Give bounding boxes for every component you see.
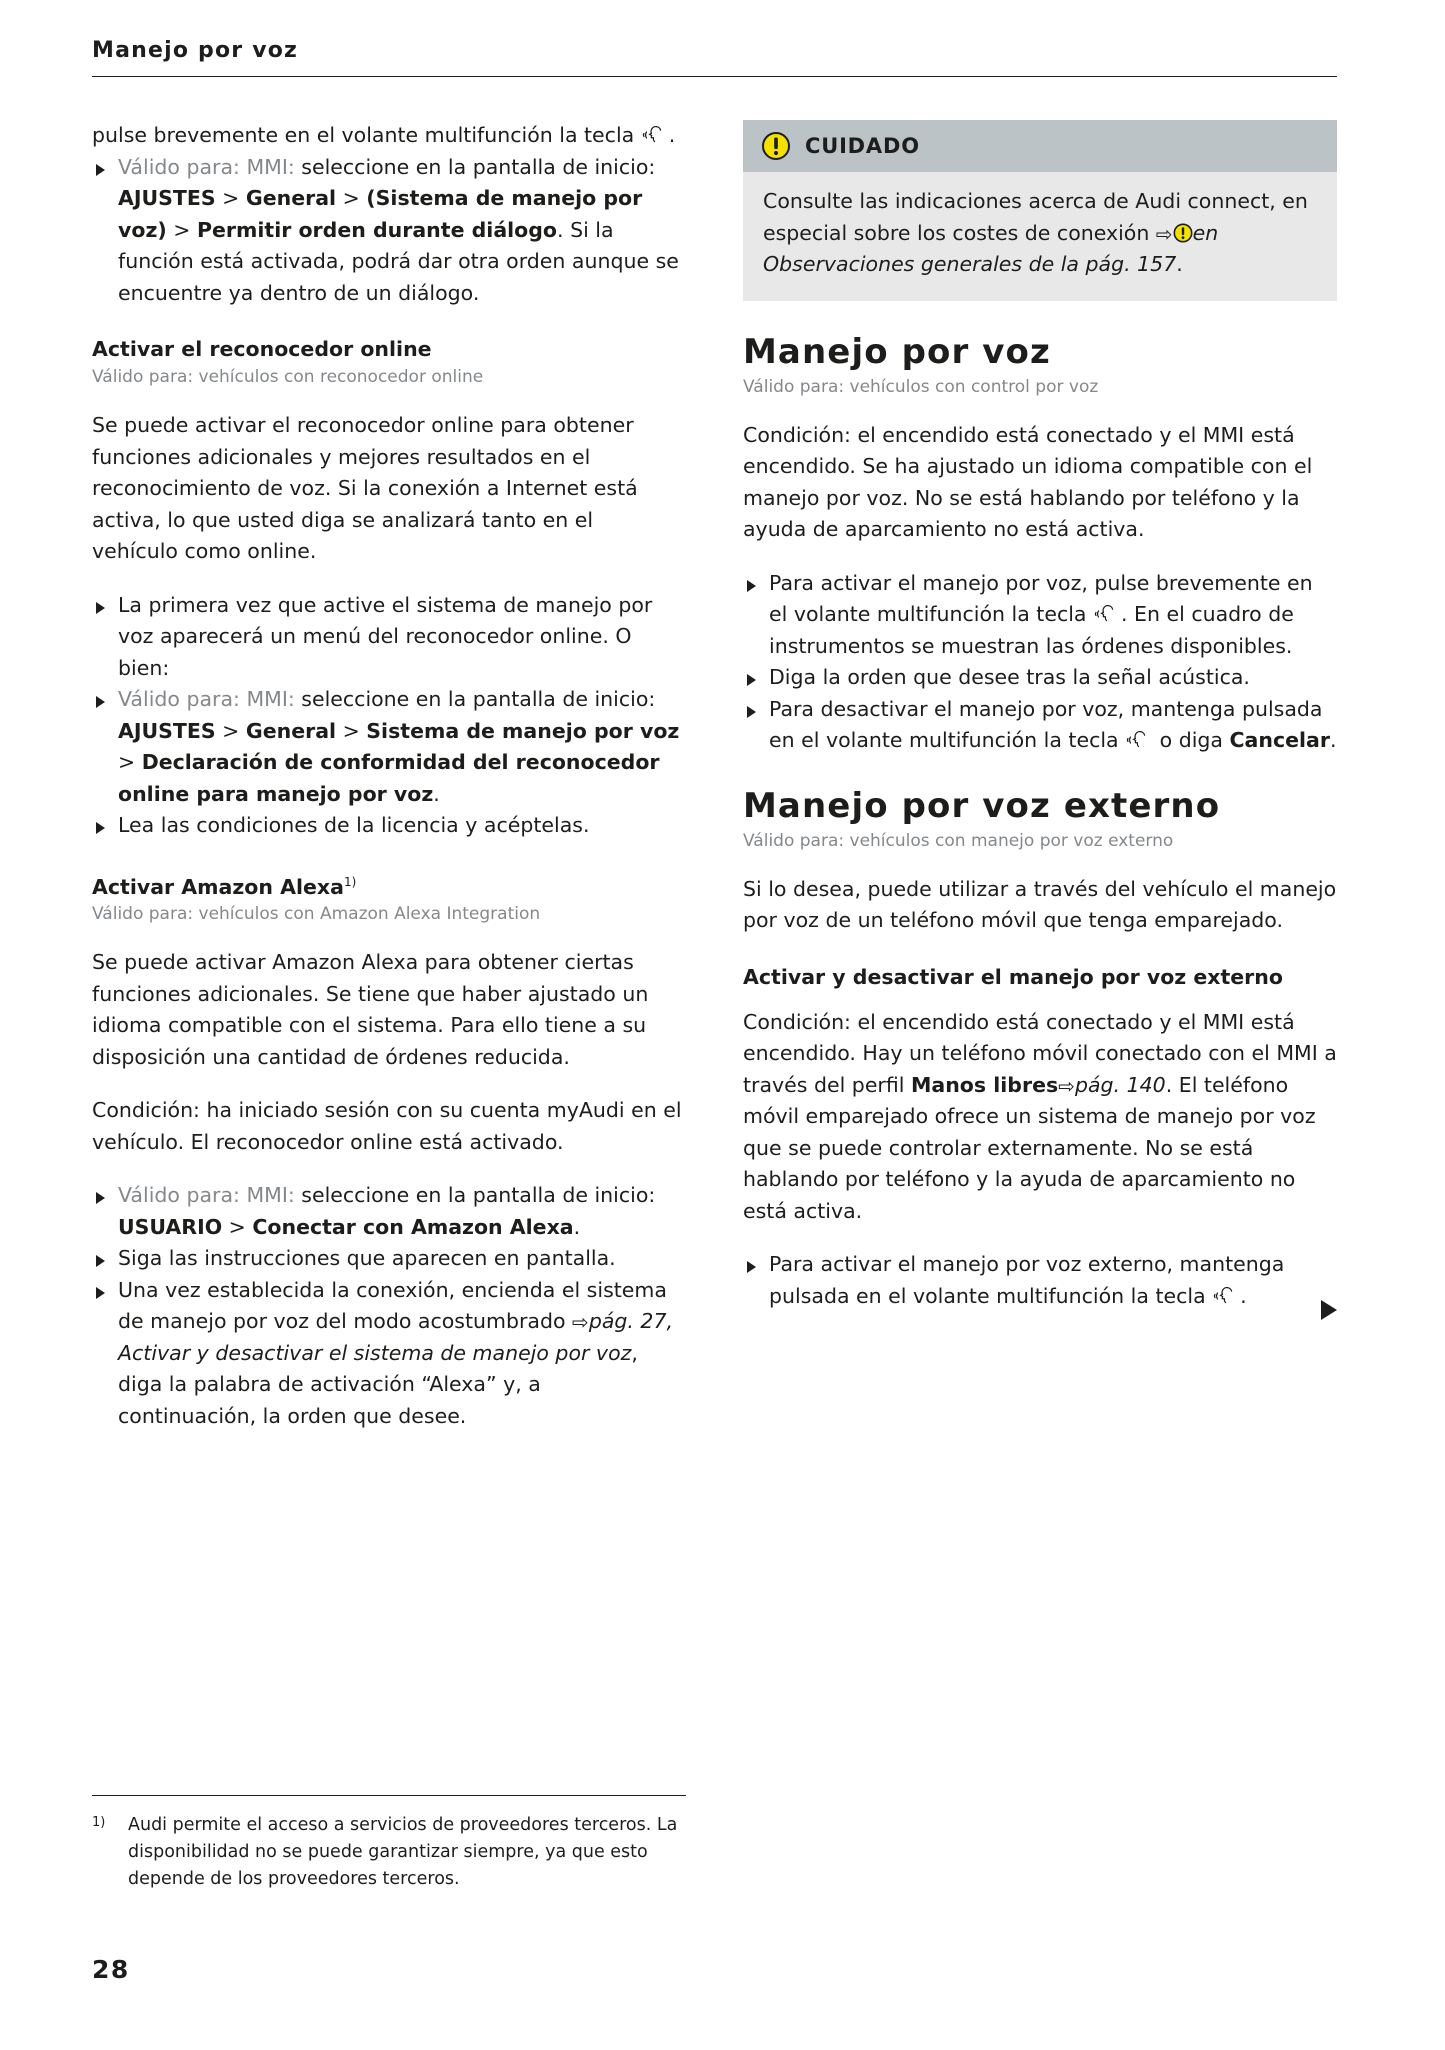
continuation-triangle-icon (1321, 1300, 1337, 1320)
list-item (92, 1275, 685, 1433)
list-item: La primera vez que active el sistema de manejo por voz aparecerá un menú del reconocedor online. O bien: (92, 590, 685, 685)
menu-path-3: (Sistema de manejo por voz) (118, 186, 643, 242)
cross-reference: pág. 27, Activar y desactivar el sistema de manejo por voz (118, 1309, 674, 1365)
list-item (743, 568, 1337, 663)
menu-path-4: Permitir orden durante diálogo (196, 217, 558, 242)
reference-arrow-icon: ⇨ (1155, 221, 1173, 246)
list-item (92, 1180, 685, 1243)
list-item (743, 694, 1337, 757)
profile-manos-libres: Manos libres (910, 1072, 1059, 1097)
validity-note: Válido para: vehículos con Amazon Alexa Integration (92, 904, 541, 925)
bullet-list-reconocedor-online (92, 590, 685, 842)
paragraph-reconocedor-online: Se puede activar el reconocedor online para obtener funciones adicionales y mejores resultados en el reconocimiento de voz. Si la conexión a Internet está activa, lo que usted diga se analizará tanto en el vehículo como online. (92, 413, 638, 563)
left-column (92, 120, 685, 1454)
heading-activar-reconocedor-online: Activar el reconocedor online (92, 337, 432, 361)
list-item: Lea las condiciones de la licencia y acéptelas. (92, 810, 685, 842)
voice-control-key-icon (1094, 604, 1120, 624)
heading-manejo-por-voz-externo: Manejo por voz externo (743, 785, 1221, 826)
list-item (92, 152, 685, 310)
bullet-lead: seleccione en la pantalla de inicio: (294, 154, 656, 179)
continued-paragraph-tail: . (668, 123, 676, 147)
footnote-mark: 1) (92, 1815, 106, 1830)
validity-note: Válido para: vehículos con manejo por voz externo (743, 830, 1174, 851)
heading-text: Activar Amazon Alexa (92, 874, 344, 899)
footnote-rule (92, 1795, 686, 1796)
caution-box-text (763, 186, 1317, 281)
caution-cross-reference: en Observaciones generales de la pág. 157 (763, 220, 1219, 276)
caution-exclamation-icon-small (1173, 221, 1193, 241)
cross-reference: pág. 140 (1074, 1072, 1166, 1097)
bullet-tail: . (573, 1214, 581, 1239)
validity-prefix: Válido para: MMI: (118, 154, 295, 179)
caution-exclamation-icon (761, 131, 791, 161)
voice-control-key-icon (642, 125, 668, 145)
caution-box-title: CUIDADO (805, 134, 920, 158)
list-item (92, 684, 685, 810)
reference-arrow-icon: ⇨ (572, 1310, 589, 1335)
right-column (743, 120, 1337, 1454)
caution-box (743, 120, 1337, 301)
bullet-lead: Para activar el manejo por voz, pulse brevemente en el volante multifunción la tecla (769, 570, 1313, 626)
heading-activar-desactivar-externo: Activar y desactivar el manejo por voz externo (743, 964, 1283, 989)
voice-command-cancelar: Cancelar (1229, 728, 1330, 752)
caution-box-body (743, 172, 1337, 301)
heading-activar-amazon-alexa (92, 868, 685, 901)
paragraph-manejo-por-voz: Condición: el encendido está conectado y el MMI está encendido. Se ha ajustado un idioma compatible con el manejo por voz. No se está hablando por teléfono y la ayuda de aparcamiento no está activa. (743, 422, 1313, 541)
condition-text-2: . El teléfono móvil emparejado ofrece un sistema de manejo por voz que se puede controlar externamente. No se está hablando por teléfono y la ayuda de aparcamiento no está activa. (743, 1072, 1316, 1223)
menu-path-1: AJUSTES (118, 186, 216, 210)
bullet-list-manejo-externo (743, 1249, 1337, 1312)
page-number: 28 (92, 1955, 130, 1984)
bullet-list-alexa (92, 1180, 685, 1432)
reference-arrow-icon: ⇨ (1058, 1073, 1075, 1098)
bullet-lead: seleccione en la pantalla de inicio: (294, 687, 656, 711)
continued-paragraph-text: pulse brevemente en el volante multifunción la tecla (92, 123, 641, 147)
running-head-title: Manejo por voz (92, 38, 299, 63)
running-head-rule (92, 76, 1337, 77)
list-item: Siga las instrucciones que aparecen en pantalla. (92, 1243, 685, 1275)
bullet-tail: . (1330, 728, 1337, 752)
footnote-area (92, 1795, 686, 1893)
condition-text-1: Condición: el encendido está conectado y el MMI está encendido. Hay un teléfono móvil conectado con el MMI a través del perfil (743, 1009, 1337, 1097)
paragraph-alexa-1: Se puede activar Amazon Alexa para obtener ciertas funciones adicionales. Se tiene que haber ajustado un idioma compatible con el sistema. Para ello tiene a su disposición una cantidad de órdenes reducida. (92, 950, 649, 1069)
menu-path-3: Sistema de manejo por voz (366, 718, 680, 743)
validity-note: Válido para: vehículos con reconocedor online (92, 367, 484, 387)
menu-separator: > (215, 718, 246, 743)
validity-note: Válido para: vehículos con control por voz (743, 376, 1099, 397)
menu-path-2: Conectar con Amazon Alexa (252, 1214, 574, 1239)
footnote-text: Audi permite el acceso a servicios de proveedores terceros. La disponibilidad no se puede garantizar siempre, ya que esto depende de los proveedores terceros. (128, 1815, 678, 1889)
bullet-middle: o diga (1153, 728, 1230, 752)
voice-control-key-icon (1213, 1286, 1239, 1306)
footnote-reference-mark: 1) (343, 874, 357, 889)
list-item (743, 1249, 1337, 1312)
caution-text-tail: . (1176, 252, 1183, 276)
bullet-tail: . En el cuadro de instrumentos se muestran las órdenes disponibles. (769, 602, 1294, 658)
menu-separator: > (222, 1214, 253, 1239)
bullet-tail: . (433, 781, 440, 806)
menu-path-2: General (245, 718, 337, 743)
menu-separator: > (166, 217, 197, 242)
continued-paragraph (92, 120, 685, 152)
bullet-lead: seleccione en la pantalla de inicio: (294, 1183, 656, 1208)
menu-separator: > (336, 718, 367, 743)
bullet-list-mmi-1 (92, 152, 685, 310)
list-item: Diga la orden que desee tras la señal acústica. (743, 662, 1337, 694)
menu-path-2: General (245, 186, 337, 210)
menu-path-4: Declaración de conformidad del reconocedor online para manejo por voz (118, 750, 660, 806)
validity-prefix: Válido para: MMI: (118, 687, 295, 711)
paragraph-condicion-externo (743, 1007, 1337, 1228)
bullet-list-manejo-por-voz (743, 568, 1337, 757)
caution-box-header (743, 120, 1337, 172)
menu-separator: > (215, 186, 246, 210)
body-columns (92, 120, 1337, 1454)
paragraph-alexa-2: Condición: ha iniciado sesión con su cuenta myAudi en el vehículo. El reconocedor online está activado. (92, 1098, 682, 1154)
running-head (92, 38, 1337, 77)
heading-manejo-por-voz: Manejo por voz (743, 331, 1051, 372)
footnote (92, 1812, 686, 1893)
caution-text-main: Consulte las indicaciones acerca de Audi connect, en especial sobre los costes de conexión (763, 189, 1308, 245)
bullet-tail: , diga la palabra de activación “Alexa” y, a continuación, la orden que desee. (118, 1340, 638, 1428)
paragraph-manejo-externo: Si lo desea, puede utilizar a través del vehículo el manejo por voz de un teléfono móvil que tenga emparejado. (743, 876, 1337, 932)
menu-separator: > (336, 186, 367, 210)
voice-control-key-icon (1126, 730, 1152, 750)
menu-path-1: USUARIO (118, 1214, 223, 1239)
bullet-lead: Una vez establecida la conexión, encienda el sistema de manejo por voz del modo acostumbrado (118, 1277, 667, 1334)
bullet-lead: Para activar el manejo por voz externo, mantenga pulsada en el volante multifunción la tecla (769, 1252, 1285, 1308)
bullet-lead: Para desactivar el manejo por voz, mantenga pulsada en el volante multifunción la tecla (769, 696, 1323, 752)
validity-prefix: Válido para: MMI: (118, 1183, 295, 1208)
bullet-tail: . (1240, 1283, 1247, 1308)
menu-separator: > (118, 750, 142, 774)
bullet-tail: . Si la función está activada, podrá dar otra orden aunque se encuentre ya dentro de un diálogo. (118, 217, 679, 305)
menu-path-1: AJUSTES (118, 718, 216, 743)
